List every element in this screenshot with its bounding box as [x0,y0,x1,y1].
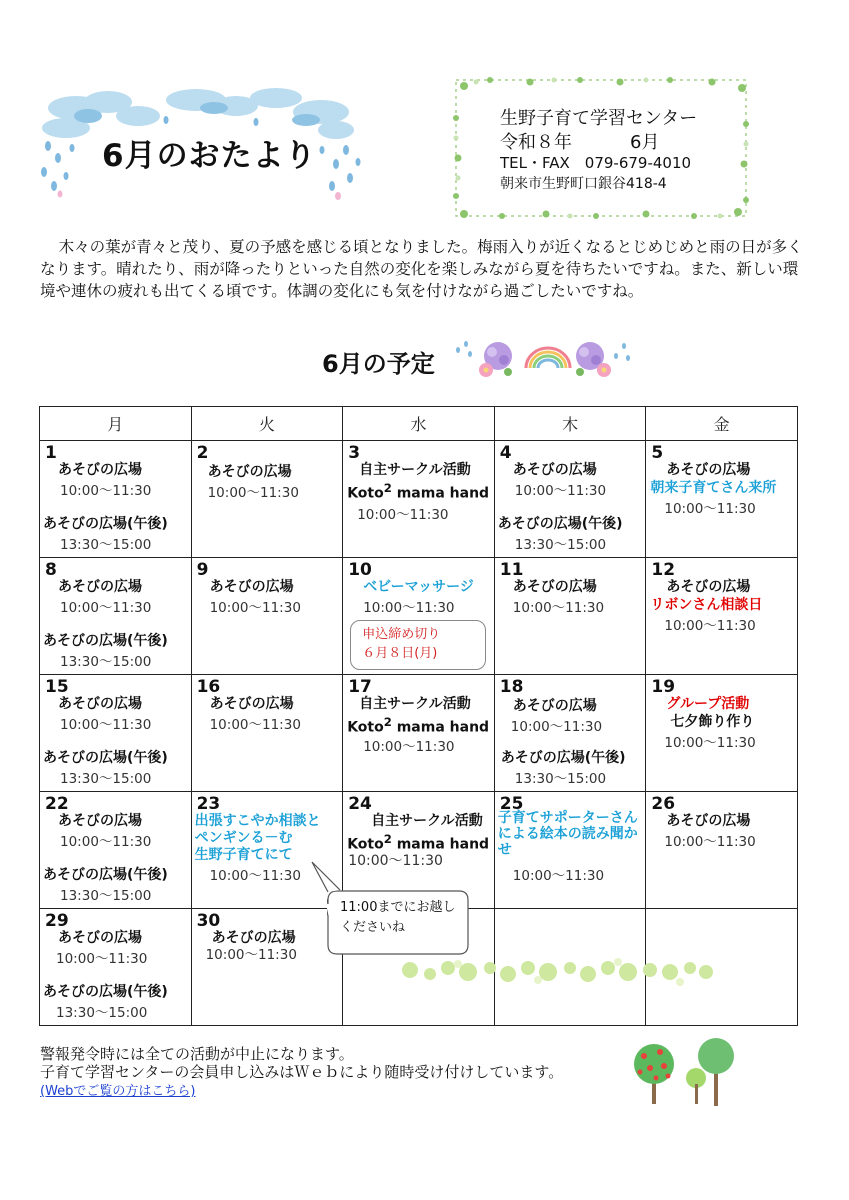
day-number: 22 [45,794,69,814]
calendar-week-1 [40,441,798,558]
day-number: 25 [499,794,524,814]
day-number: 15 [45,677,69,697]
day-cell-30 [191,909,343,1026]
event-asobi-pm: あそびの広場(午後) [43,516,168,532]
event-group: グループ活動 [666,696,750,712]
event-asobi: あそびの広場 [58,930,142,946]
day-number: 5 [651,443,664,463]
day-cell-19 [646,675,798,792]
hydrangea-rainbow-decoration [452,336,632,382]
title-banner [36,86,366,206]
event-time: 10:00～11:30 [512,600,605,616]
address: 朝来市生野町口銀谷418-4 [500,176,667,192]
day-cell-22 [40,792,192,909]
weekday-mon: 月 [40,407,192,441]
weekday-thu: 木 [494,407,646,441]
deadline-label: 申込締め切り [362,627,441,642]
day-number: 3 [348,443,361,463]
event-time: 13:30～15:00 [514,771,607,787]
event-time: 10:00～11:30 [357,507,449,523]
event-asobi: あそびの広場 [209,579,294,595]
event-asobi: あそびの広場 [207,464,292,480]
event-trip-line-1: 出張すこやか相談と [194,813,321,829]
event-asobi: あそびの広場 [58,462,142,478]
bubble-note: 11:00までにお越しくださいね [340,900,456,935]
day-cell-4 [494,441,646,558]
event-asobi: あそびの広場 [211,930,296,946]
weekday-tue: 火 [191,407,343,441]
event-asobi-pm: あそびの広場(午後) [43,750,168,766]
event-time: 10:00～11:30 [60,483,152,499]
weekday-fri: 金 [646,407,798,441]
deadline-notice [350,620,486,670]
day-number: 18 [499,677,524,697]
event-trip-line-2: ペンギンる－む [194,830,293,846]
event-time: 10:00～11:30 [363,600,455,616]
deadline-date: ６月８日(月) [362,646,438,661]
event-time: 10:00～11:30 [664,834,756,850]
event-asobi: あそびの広場 [58,579,142,595]
event-time: 10:00～11:30 [205,947,297,963]
day-cell-15 [40,675,192,792]
day-number: 19 [651,677,676,697]
event-tanabata: 七夕飾り作り [670,714,755,730]
event-time: 10:00～11:30 [60,717,152,733]
day-cell-9 [191,558,343,675]
event-time: 10:00～11:30 [348,853,443,869]
event-asobi: あそびの広場 [666,462,751,478]
event-asobi: あそびの広場 [58,696,142,712]
day-number: 1 [45,443,57,463]
event-baby-massage: ベビーマッサージ [363,579,474,595]
center-info-box [450,74,752,222]
event-koto-mama-hand: Koto$^2$ mama hand [347,715,490,736]
day-number: 10 [348,560,372,580]
event-time: 10:00～11:30 [512,868,605,884]
day-number: 9 [196,560,209,580]
event-time: 13:30～15:00 [60,888,152,904]
vine-border-decoration [450,74,752,222]
event-time: 10:00～11:30 [209,717,301,733]
event-asobi: あそびの広場 [512,579,597,595]
weekday-wed: 水 [343,407,495,441]
event-trip-line-3: 生野子育てにて [194,847,293,863]
day-number: 12 [651,560,676,580]
event-time: 10:00～11:30 [207,485,299,501]
trees-illustration [630,1034,740,1110]
day-cell-25 [494,792,646,909]
day-number: 8 [45,560,57,580]
day-number: 2 [196,443,209,463]
event-time: 10:00～11:30 [514,483,607,499]
event-time: 13:30～15:00 [514,537,607,553]
day-cell-8 [40,558,192,675]
calendar-week-2 [40,558,798,675]
day-cell-10 [343,558,495,675]
center-name: 生野子育て学習センター [500,108,698,129]
event-circle: 自主サークル活動 [359,696,471,712]
event-asobi: あそびの広場 [58,813,142,829]
day-number: 29 [45,911,69,931]
day-cell-12 [646,558,798,675]
day-cell-17 [343,675,495,792]
issue-year: 令和８年 [500,132,572,153]
event-asobi: あそびの広場 [666,579,751,595]
event-asobi-pm: あそびの広場(午後) [43,867,168,883]
event-time: 10:00～11:30 [664,735,756,751]
event-time: 10:00～11:30 [664,501,756,517]
day-number: 30 [196,911,221,931]
day-number: 24 [348,794,372,814]
day-cell-11 [494,558,646,675]
event-supporter: 子育てサポーターさんによる絵本の読み聞かせ [497,810,638,858]
event-asobi-pm: あそびの広場(午後) [43,633,168,649]
web-link[interactable]: (Webでご覧の方はこちら) [40,1084,196,1099]
weekday-header-row [40,407,798,441]
event-time: 10:00～11:30 [56,951,148,967]
day-number: 26 [651,794,676,814]
event-time: 10:00～11:30 [60,834,152,850]
day-cell-16 [191,675,343,792]
event-time: 10:00～11:30 [209,600,301,616]
day-cell-5 [646,441,798,558]
day-number: 11 [499,560,524,580]
event-asobi: あそびの広場 [209,696,294,712]
event-circle: 自主サークル活動 [371,813,483,829]
tel-fax: TEL・FAX 079-679-4010 [500,154,692,172]
day-cell-1 [40,441,192,558]
event-asobi: あそびの広場 [666,813,751,829]
day-number: 4 [499,443,512,463]
day-number: 23 [196,794,221,814]
event-asago: 朝来子育てさん来所 [650,480,777,496]
membership-note: 子育て学習センターの会員申し込みはＷｅｂにより随時受け付けしています。 [40,1063,564,1081]
event-koto-mama-hand: Koto$^2$ mama hand [347,832,490,853]
day-cell-18 [494,675,646,792]
page-title: 6月のおたより [102,138,317,174]
event-time: 10:00～11:30 [209,868,301,884]
green-dots-decoration [400,954,720,990]
event-asobi-pm: あそびの広場(午後) [43,984,168,1000]
day-cell-26 [646,792,798,909]
event-time: 10:00～11:30 [60,600,152,616]
event-asobi-pm: あそびの広場(午後) [497,516,623,532]
schedule-title: 6月の予定 [322,350,435,378]
day-number: 17 [348,677,372,697]
day-cell-2 [191,441,343,558]
event-time: 13:30～15:00 [60,654,152,670]
issue-month: 6月 [630,132,660,153]
event-asobi: あそびの広場 [512,698,597,714]
day-number: 16 [196,677,221,697]
event-koto-mama-hand: Koto$^2$ mama hand [347,481,490,502]
event-time: 10:00～11:30 [664,618,756,634]
warning-note: 警報発令時には全ての活動が中止になります。 [40,1045,354,1063]
event-circle: 自主サークル活動 [359,462,471,478]
day-cell-3 [343,441,495,558]
event-time: 10:00～11:30 [363,739,455,755]
event-asobi-pm: あそびの広場(午後) [500,750,626,766]
day-cell-29 [40,909,192,1026]
event-time: 10:00～11:30 [510,719,603,735]
event-time: 13:30～15:00 [56,1005,148,1021]
event-time: 13:30～15:00 [60,537,152,553]
event-asobi: あそびの広場 [512,462,597,478]
calendar-week-3 [40,675,798,792]
intro-paragraph: 木々の葉が青々と茂り、夏の予感を感じる頃となりました。梅雨入りが近くなるとじめじめと雨の日が多くなります。晴れたり、雨が降ったりといった自然の変化を楽しみながら夏を待ちたいですね。また、新しい環境や連休の疲れも出てくる頃です。体調の変化にも気を付けながら過ごしたいですね。 [40,238,803,300]
issue-date [500,128,660,154]
event-ribbon: リボンさん相談日 [650,597,763,613]
event-time: 13:30～15:00 [60,771,152,787]
